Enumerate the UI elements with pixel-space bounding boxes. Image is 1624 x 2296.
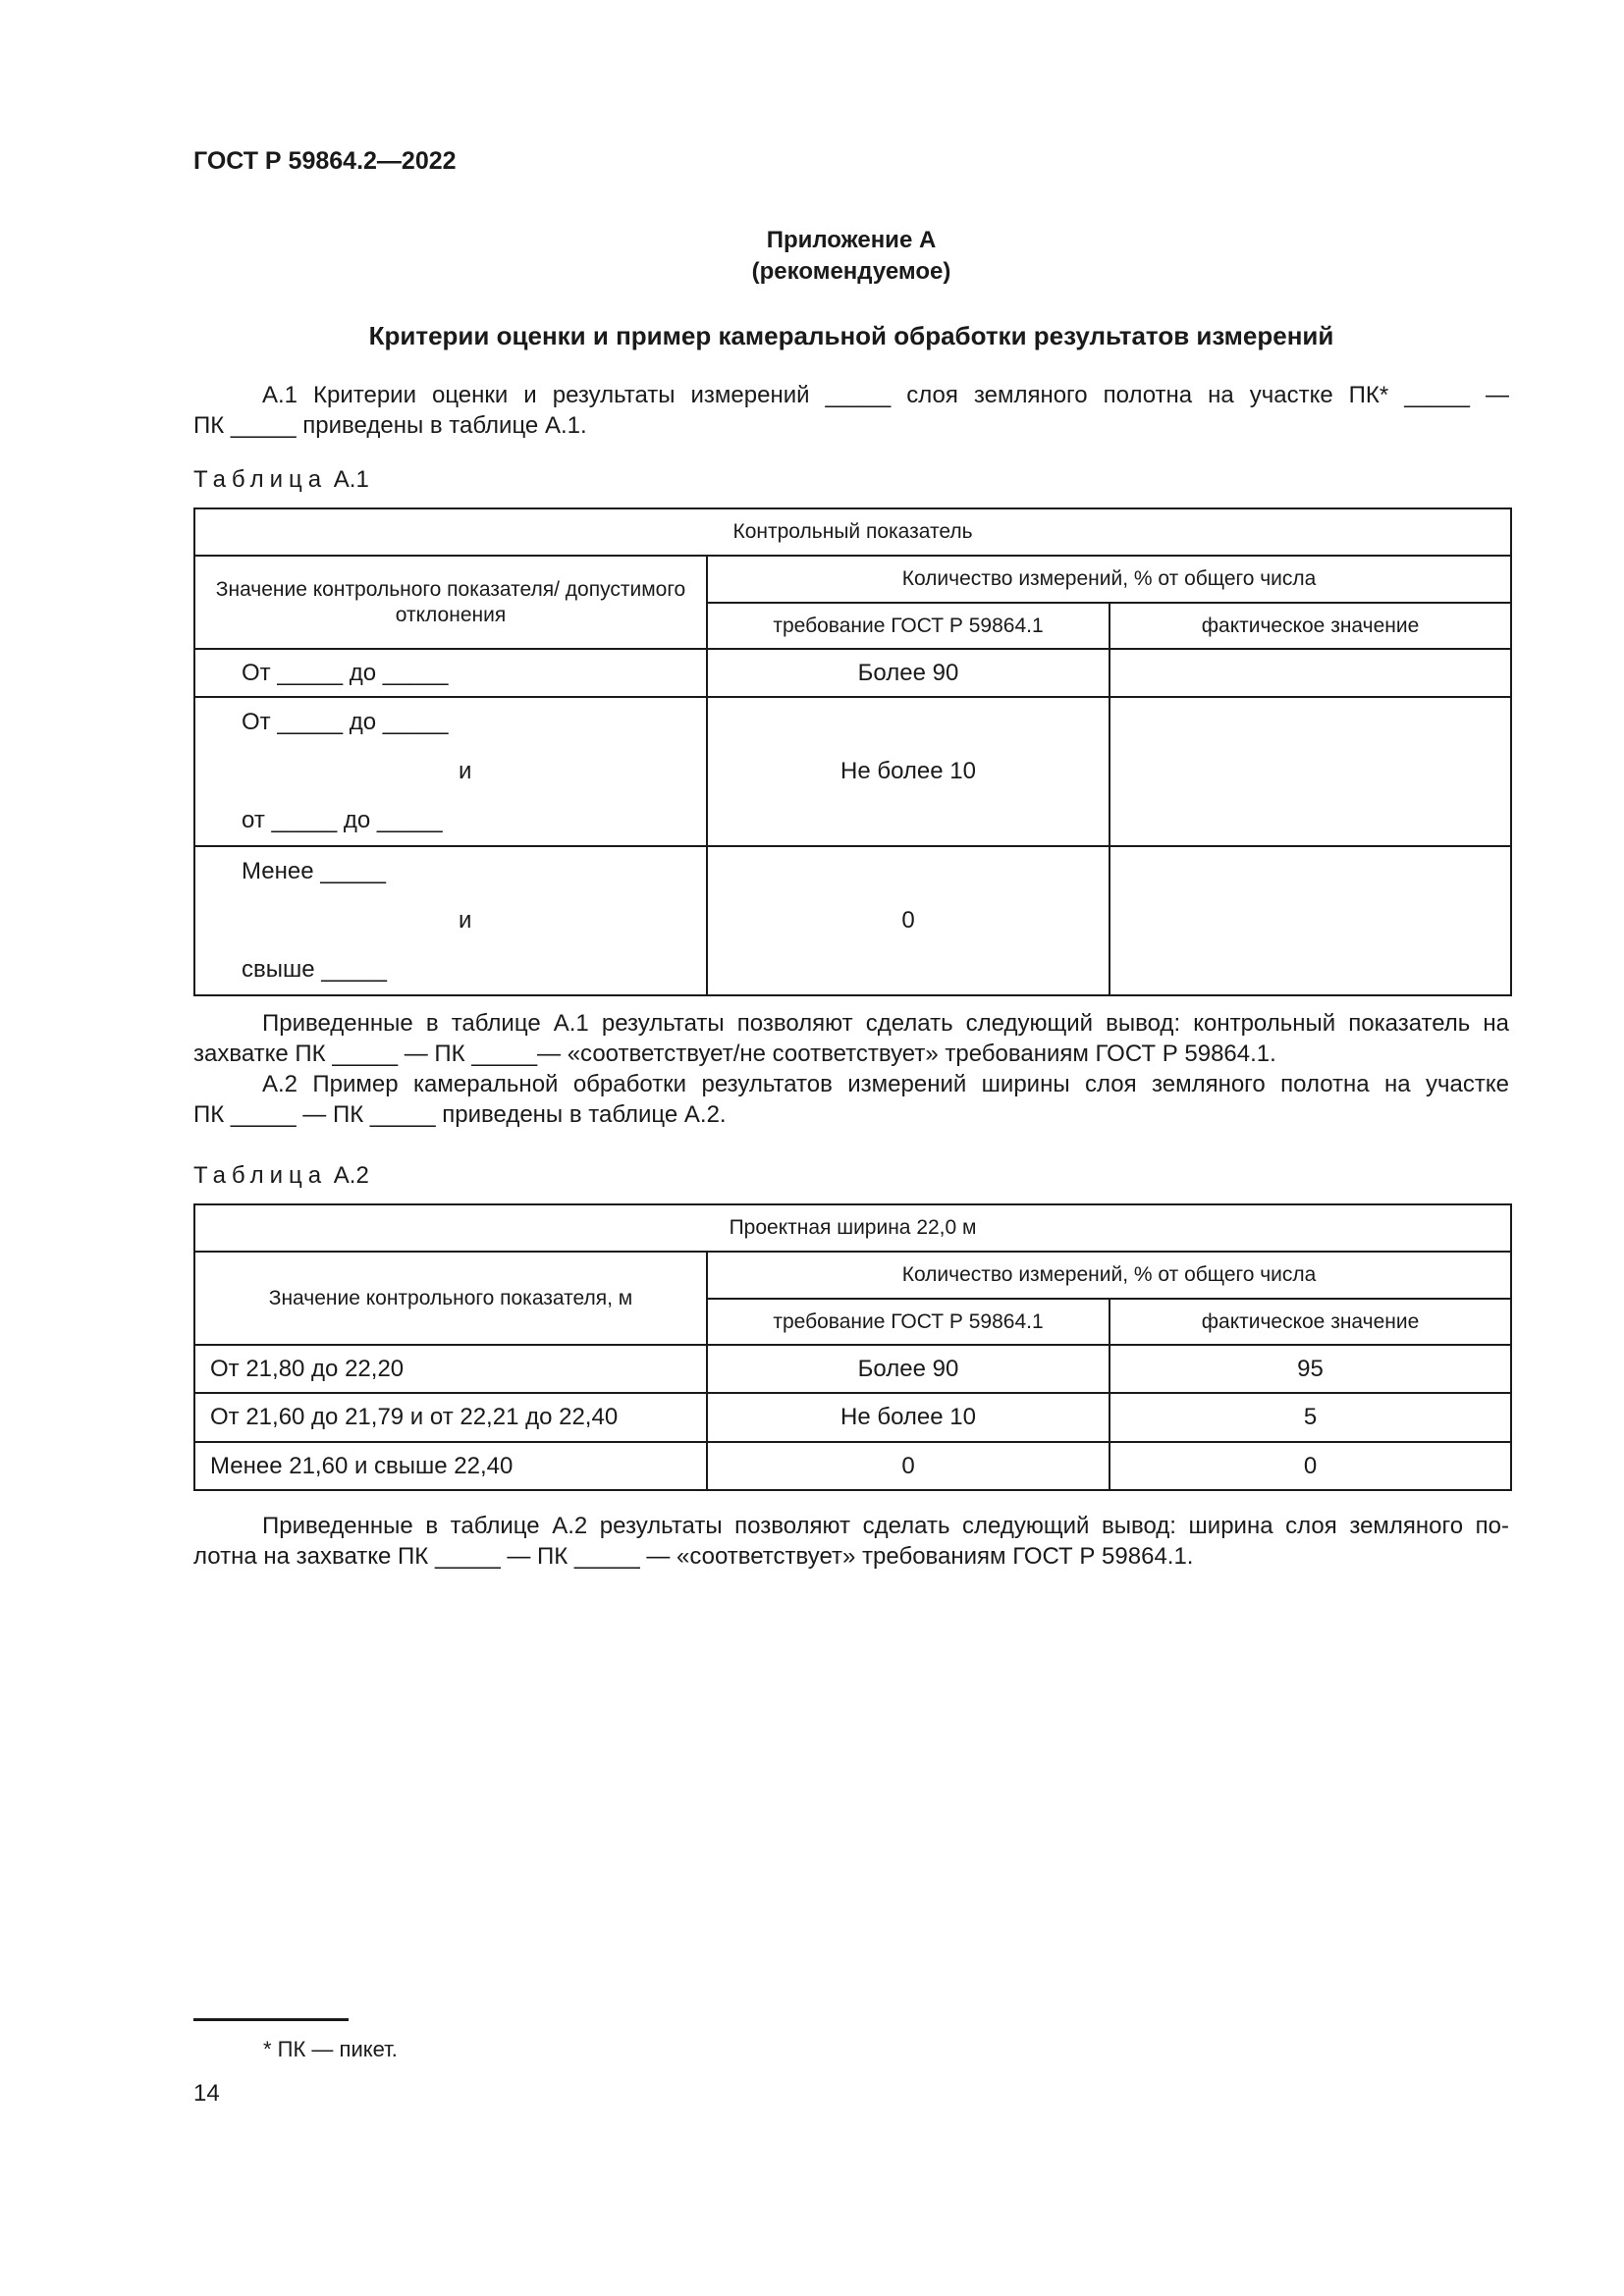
table1-row1-req: Более 90: [707, 649, 1110, 697]
table1-row3-req: 0: [707, 846, 1110, 995]
table2-row1-value: От 21,80 до 22,20: [194, 1345, 707, 1393]
table1-col2-header: требование ГОСТ Р 59864.1: [707, 603, 1110, 649]
table2-row3-value: Менее 21,60 и свыше 22,40: [194, 1442, 707, 1490]
table-row: [194, 1442, 1511, 1490]
table1-title: Контрольный показатель: [194, 508, 1511, 556]
table2-col1-header: Значение контрольного показателя, м: [194, 1252, 707, 1345]
table2-group-header: Количество измерений, % от общего числа: [707, 1252, 1511, 1299]
appendix-heading: Критерии оценки и пример камеральной обработки результатов измерений: [368, 321, 1334, 350]
table2-row3-req: 0: [707, 1442, 1110, 1490]
table1-row3-actual: [1110, 846, 1511, 995]
conclusion2-line2: лотна на захватке ПК _____ — ПК _____ — «соответствует» требованиям ГОСТ Р 59864.1.: [193, 1543, 1194, 1570]
table2-col3-header: фактическое значение: [1110, 1299, 1511, 1345]
document-header: ГОСТ Р 59864.2—2022: [193, 147, 457, 175]
table1-row2-req: Не более 10: [707, 697, 1110, 846]
table2-row2-actual: 5: [1110, 1393, 1511, 1442]
paragraph-a1-line1: А.1 Критерии оценки и результаты измерений _____ слоя земляного полотна на участке ПК* _____ —: [262, 382, 1509, 408]
appendix-title: Приложение А: [766, 227, 937, 253]
footnote-separator: [193, 2018, 349, 2021]
table-row: [194, 1345, 1511, 1393]
conclusion2-line1: Приведенные в таблице А.2 результаты позволяют сделать следующий вывод: ширина слоя земляного по-: [262, 1513, 1509, 1539]
appendix-subtitle: (рекомендуемое): [751, 258, 951, 285]
conclusion1-line1: Приведенные в таблице А.1 результаты позволяют сделать следующий вывод: контрольный показатель на: [262, 1010, 1509, 1037]
table2-row2-value: От 21,60 до 21,79 и от 22,21 до 22,40: [194, 1393, 707, 1442]
table2-row3-actual: 0: [1110, 1442, 1511, 1490]
paragraph-a2-line2: ПК _____ — ПК _____ приведены в таблице А.2.: [193, 1101, 727, 1128]
table-row: [194, 649, 1511, 697]
table2-caption: Таблица А.2: [193, 1162, 369, 1189]
table2-col2-header: требование ГОСТ Р 59864.1: [707, 1299, 1110, 1345]
footnote: * ПК — пикет.: [263, 2037, 398, 2061]
table-row: [194, 846, 1511, 995]
table-row: [194, 1393, 1511, 1442]
table1-row3-value: Менее _____ и свыше _____: [194, 846, 707, 995]
table-row: [194, 697, 1511, 846]
paragraph-a1-line2: ПК _____ приведены в таблице А.1.: [193, 412, 587, 439]
table-a1: [193, 507, 1512, 996]
paragraph-a2-line1: А.2 Пример камеральной обработки результатов измерений ширины слоя земляного полотна на участке: [262, 1071, 1509, 1097]
table1-row2-value: От _____ до _____ и от _____ до _____: [194, 697, 707, 846]
table2-row2-req: Не более 10: [707, 1393, 1110, 1442]
table2-row1-actual: 95: [1110, 1345, 1511, 1393]
table1-col1-header: Значение контрольного показателя/ допустимого отклонения: [194, 556, 707, 649]
table1-row1-value: От _____ до _____: [194, 649, 707, 697]
table2-row1-req: Более 90: [707, 1345, 1110, 1393]
page-number: 14: [193, 2080, 220, 2107]
table-a2: [193, 1203, 1512, 1491]
table2-title: Проектная ширина 22,0 м: [194, 1204, 1511, 1252]
conclusion1-line2: захватке ПК _____ — ПК _____— «соответствует/не соответствует» требованиям ГОСТ Р 59864.1.: [193, 1041, 1276, 1067]
table1-row1-actual: [1110, 649, 1511, 697]
table1-row2-actual: [1110, 697, 1511, 846]
table1-col3-header: фактическое значение: [1110, 603, 1511, 649]
table1-caption: Таблица А.1: [193, 466, 369, 493]
table1-group-header: Количество измерений, % от общего числа: [707, 556, 1511, 603]
